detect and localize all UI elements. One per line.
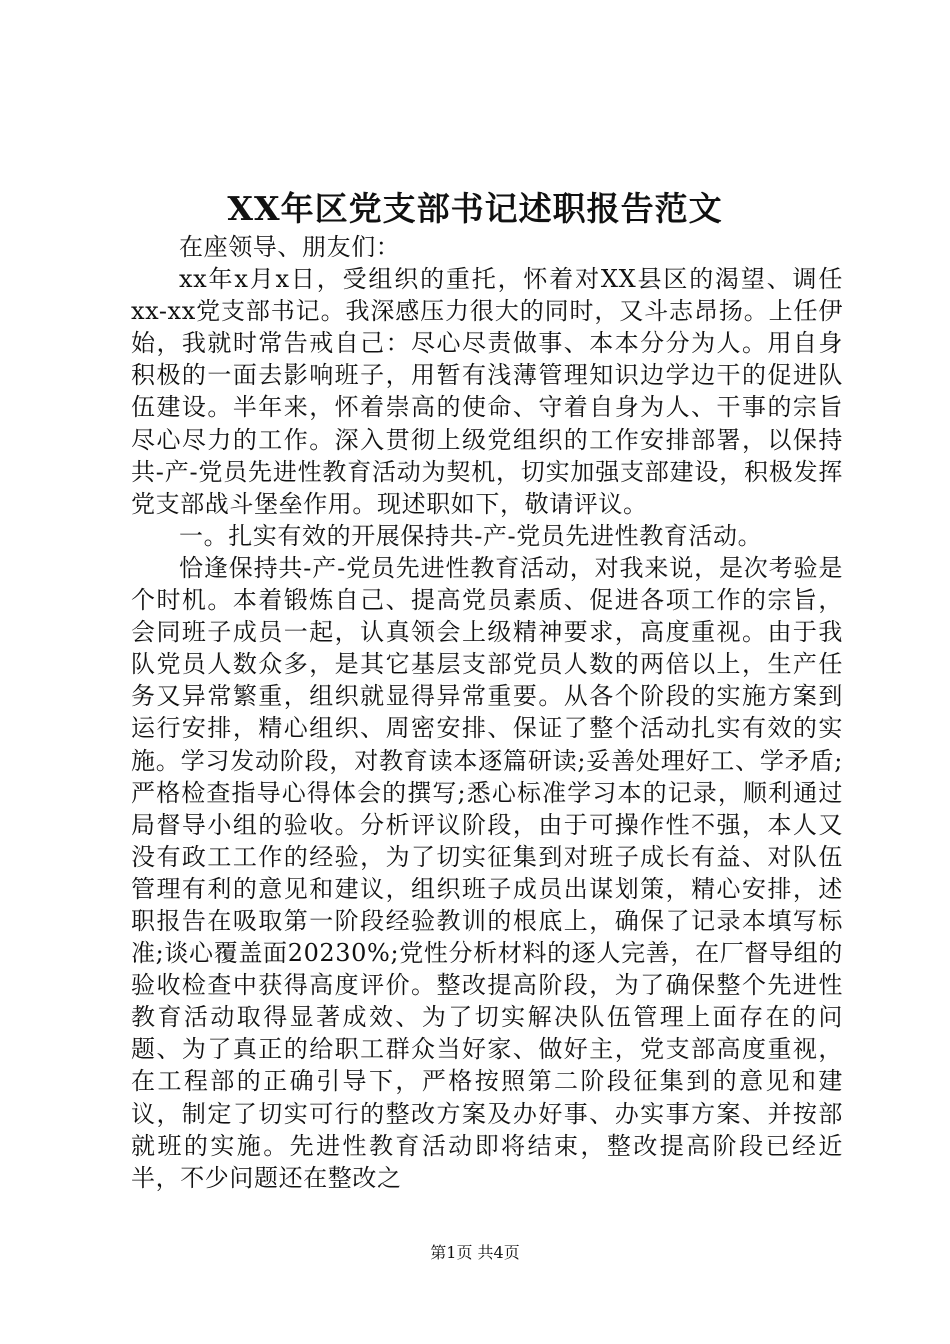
document-title: XX年区党支部书记述职报告范文 [227,189,723,228]
page-footer: 第1页 共4页 [430,1243,520,1262]
body-paragraph: xx年x月x日，受组织的重托，怀着对XX县区的渴望、调任xx-xx党支部书记。我深感压力很大的同时，又斗志昂扬。上任伊始，我就时常告戒自己：尽心尽责做事、本本分分为人。用自身积极的一面去影响班子，用暂有浅薄管理知识边学边干的促进队伍建设。半年来，怀着崇高的使命、守着自身为人、干事的宗旨尽心尽力的工作。深入贯彻上级党组织的工作安排部署，以保持共-产-党员先进性教育活动为契机，切实加强支部建设，积极发挥党支部战斗堡垒作用。现述职如下，敬请评议。 [131,265,843,518]
salutation: 在座领导、朋友们： [179,233,401,261]
document-body [131,231,843,1194]
body-paragraph: 恰逢保持共-产-党员先进性教育活动，对我来说，是次考验是个时机。本着锻炼自己、提高党员素质、促进各项工作的宗旨，会同班子成员一起，认真领会上级精神要求，高度重视。由于我队党员人数众多，是其它基层支部党员人数的两倍以上，生产任务又异常繁重，组织就显得异常重要。从各个阶段的实施方案到运行安排，精心组织、周密安排、保证了整个活动扎实有效的实施。学习发动阶段，对教育读本逐篇研读;妥善处理好工、学矛盾;严格检查指导心得体会的撰写;悉心标准学习本的记录，顺利通过局督导小组的验收。分析评议阶段，由于可操作性不强，本人又没有政工工作的经验，为了切实征集到对班子成长有益、对队伍管理有利的意见和建议，组织班子成员出谋划策，精心安排，述职报告在吸取第一阶段经验教训的根底上，确保了记录本填写标准;谈心覆盖面20230%;党性分析材料的逐人完善，在厂督导组的验收检查中获得高度评价。整改提高阶段，为了确保整个先进性教育活动取得显著成效、为了切实解决队伍管理上面存在的问题、为了真正的给职工群众当好家、做好主，党支部高度重视，在工程部的正确引导下，严格按照第二阶段征集到的意见和建议，制定了切实可行的整改方案及办好事、办实事方案、并按部就班的实施。先进性教育活动即将结束，整改提高阶段已经近半，不少问题还在整改之 [131,553,843,1192]
section-heading: 一。扎实有效的开展保持共-产-党员先进性教育活动。 [179,521,763,550]
